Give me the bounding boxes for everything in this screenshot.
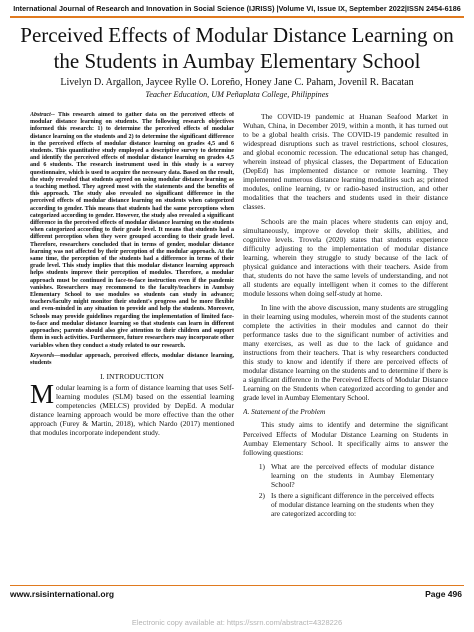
right-paragraph-2: Schools are the main places where students can enjoy and, simultaneously, improve or develop their skills, abilities, and cognitive levels. Trovela (2020) states that students experience difficulty adjusting to the implementation of modular distance learning, wherein they struggle to study because of the lack of physical guidance and interactions with their teachers. Aside from that, students do not have the same levels of understanding, and not all students are equally intelligent when it comes to the different module lessons when doing self-study at home. xyxy=(243,216,448,298)
header-rule xyxy=(10,16,464,18)
ssrn-watermark-text: Electronic copy available at: https://ssrn.com/abstract=4328226 xyxy=(131,618,343,627)
left-column xyxy=(30,112,234,580)
right-paragraph-3: In line with the above discussion, many students are struggling in their learning using modules, wherein most of the students cannot complete the activities in their modules and cannot do their performance tasks due to the significant number of activities and many exercises, as well as due to the lack of guidance and instructions from their teachers. That is why researchers conducted this study to know and identify if there are perceived effects of modular distance learning on the students and to determine if there is a significant difference in the Perceived Effects of Modular Distance Learning on the Students when categorized according to gender and grade level in Aumbay Elementary School. xyxy=(243,302,448,403)
question-number: 1) xyxy=(258,461,265,471)
problem-paragraph: This study aims to identify and determine the significant Perceived Effects of Modular Distance Learning on Students in Aumbay Elementary School. It specifically aims to answer the following questions: xyxy=(243,420,448,457)
keywords-lead: Keywords xyxy=(30,352,55,359)
paper-affiliation: Teacher Education, UM Peñaplata College, Philippines xyxy=(145,90,329,99)
journal-header: International Journal of Research and Innovation in Social Science (IJRISS) |Volume VI, Issue IX, September 2022|ISSN 2454-6186 xyxy=(13,4,461,13)
abstract-lead: Abstract xyxy=(30,112,51,118)
footer-url-link[interactable]: www.rsisinternational.org xyxy=(10,589,115,599)
research-question-item xyxy=(243,491,448,518)
research-questions xyxy=(243,462,448,518)
statement-of-problem-heading: A. Statement of the Problem xyxy=(243,407,326,417)
keywords xyxy=(30,353,234,367)
right-column xyxy=(243,112,448,582)
question-text: Is there a significant difference in the perceived effects of modular distance learning on the students when they are categorized according to: xyxy=(271,490,434,518)
introduction-heading: I. INTRODUCTION xyxy=(100,372,164,382)
question-number: 2) xyxy=(258,490,265,500)
right-paragraph-1: The COVID-19 pandemic at Huanan Seafood Market in Wuhan, China, in December 2019, within a month, it has turned out to be a global health crisis. The COVID-19 pandemic resulted in widespread disruptions such as travel restrictions, school closures, and global economic recession. The educational setup has changed, wherein instead of physical classes, the Department of Education (DepEd) has implemented distance or remote learning. They implemented numerous distance learning modalities such as; printed modules, online learning, tv or radio-based instruction, and other modalities that the teachers and students used in their distance classes. xyxy=(243,112,448,212)
introduction-text: odular learning is a form of distance learning that uses Self-learning modules (SLM) based on the essential learning competencies (MELCS) provided by DepEd. A modular distance learning approach would be more effective than the other approach (Furey & Martin, 2018), which Nardo (2017) mentioned that modules incorporate independent study. xyxy=(30,383,234,438)
ssrn-watermark-strip xyxy=(0,605,474,632)
page-number: Page 496 xyxy=(425,589,462,599)
abstract-text: -- This research aimed to gather data on the perceived effects of modular distance learning on students. The following research objectives informed this research: 1) to determine the perceived effects of modular distance learning on the students and 2) to determine the significant difference in the perceived effects of modular distance learning on grades 4,5 and 6 students. This quantitative study employed a descriptive survey to determine and identify the perceived effects of modular distance learning on grades 4,5 and 6 students. The research instrument used in this study is a survey questionnaire, which is used to acquire the necessary data. Based on the result, the study revealed that students agreed on using modular distance learning as a teaching method. They agreed most with the statements and the benefits of this approach. The study also revealed no significant difference in the perceived effects of modular distance learning on students when categorized according to gender. This means that students had the same perceptions when categorized according to gender. However, the study also revealed a significant difference in the perceived effects of modular distance learning on the students when categorized according to their grade level. It means that students had a different perception when they were grouped according to their grade level. Therefore, researchers concluded that in terms of gender, modular distance learning was not affected by their perception of the modular approach. At the same time, the perception of the students had a difference in terms of their grade level. This study implies that this modular distance learning approach helps students improve their perception of modules. Therefore, a modular approach must be continued in face-to-face instruction even if the pandemic vanishes. Researchers may recommend to the faculty/teachers in Aumbay Elementary School to use modules so students can study in advance; teachers/faculty might monitor their student's progress and be more flexible and even-minded in any situation to provide and help the students. Moreover, Schools may provide guidelines regarding the implementation of limited face-to-face and modular distance learning so that students can learn in different approaches; parents should also give attention to their children and support them in such activities. Furthermore, future researchers may incorporate other variables when they conduct a study related to our research. xyxy=(30,112,234,349)
drop-cap: M xyxy=(30,379,55,410)
keywords-text: —modular approach, perceived effects, modular distance learning, students xyxy=(30,352,234,366)
research-question-item xyxy=(243,462,448,489)
footer-rule xyxy=(10,585,464,586)
introduction-paragraph xyxy=(30,379,234,438)
question-text: What are the perceived effects of modular distance learning on the students in Aumbay Elementary School? xyxy=(271,461,434,489)
paper-title: Perceived Effects of Modular Distance Learning on the Students in Aumbay Elementary School xyxy=(20,23,454,73)
abstract xyxy=(30,112,234,350)
paper-authors: Livelyn D. Argallon, Jaycee Rylle O. Loreño, Honey Jane C. Paham, Jovenil R. Bacatan xyxy=(60,77,414,88)
